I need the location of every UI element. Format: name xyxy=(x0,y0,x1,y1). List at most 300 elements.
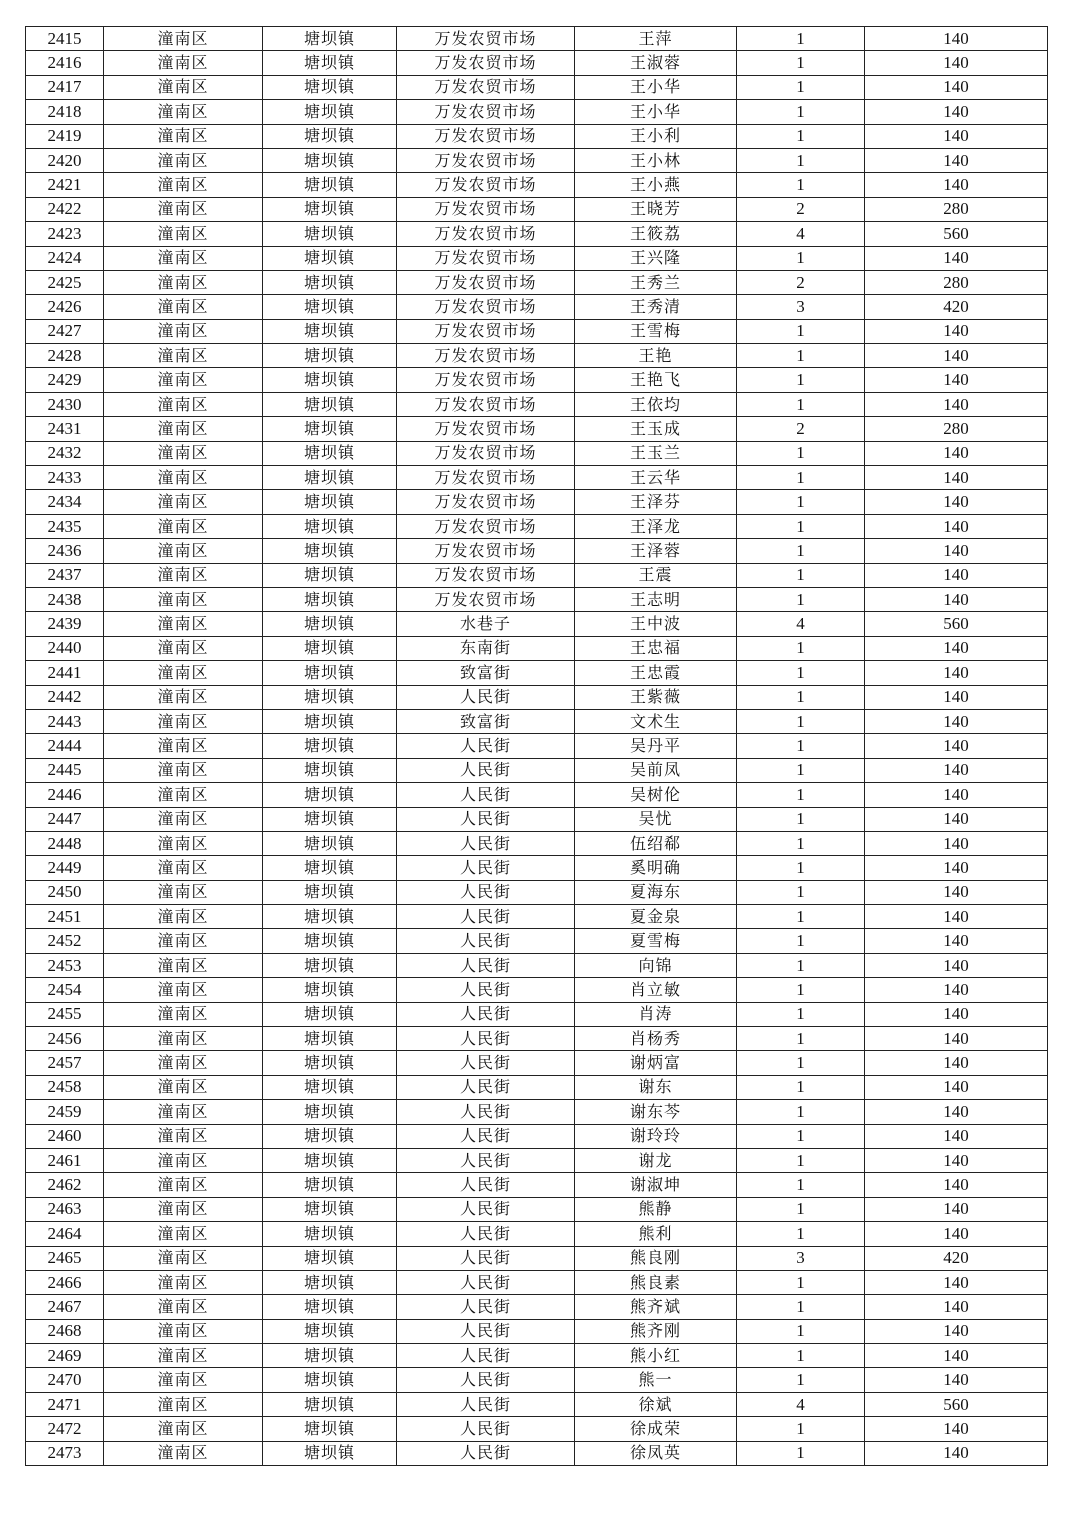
name-cell: 徐凤英 xyxy=(575,1441,737,1465)
amount-cell: 140 xyxy=(865,466,1048,490)
town-cell: 塘坝镇 xyxy=(263,392,397,416)
town-cell: 塘坝镇 xyxy=(263,270,397,294)
location-cell: 人民街 xyxy=(397,1027,575,1051)
amount-cell: 560 xyxy=(865,222,1048,246)
table-row xyxy=(26,75,1048,99)
name-cell: 奚明确 xyxy=(575,856,737,880)
district-cell: 潼南区 xyxy=(104,1392,263,1416)
town-cell: 塘坝镇 xyxy=(263,27,397,51)
row-number-cell: 2468 xyxy=(26,1319,104,1343)
count-cell: 1 xyxy=(737,636,865,660)
town-cell: 塘坝镇 xyxy=(263,563,397,587)
location-cell: 万发农贸市场 xyxy=(397,222,575,246)
name-cell: 王震 xyxy=(575,563,737,587)
table-row xyxy=(26,783,1048,807)
name-cell: 王泽龙 xyxy=(575,514,737,538)
district-cell: 潼南区 xyxy=(104,1295,263,1319)
district-cell: 潼南区 xyxy=(104,831,263,855)
amount-cell: 140 xyxy=(865,905,1048,929)
row-number-cell: 2446 xyxy=(26,783,104,807)
district-cell: 潼南区 xyxy=(104,222,263,246)
table-row xyxy=(26,1319,1048,1343)
row-number-cell: 2426 xyxy=(26,295,104,319)
location-cell: 致富街 xyxy=(397,709,575,733)
count-cell: 1 xyxy=(737,1270,865,1294)
location-cell: 人民街 xyxy=(397,1148,575,1172)
table-row xyxy=(26,758,1048,782)
district-cell: 潼南区 xyxy=(104,1270,263,1294)
district-cell: 潼南区 xyxy=(104,246,263,270)
row-number-cell: 2459 xyxy=(26,1100,104,1124)
amount-cell: 140 xyxy=(865,1344,1048,1368)
district-cell: 潼南区 xyxy=(104,75,263,99)
row-number-cell: 2422 xyxy=(26,197,104,221)
table-row xyxy=(26,953,1048,977)
town-cell: 塘坝镇 xyxy=(263,1148,397,1172)
town-cell: 塘坝镇 xyxy=(263,1100,397,1124)
location-cell: 人民街 xyxy=(397,734,575,758)
amount-cell: 140 xyxy=(865,1270,1048,1294)
location-cell: 万发农贸市场 xyxy=(397,295,575,319)
table-row xyxy=(26,1051,1048,1075)
name-cell: 吴前凤 xyxy=(575,758,737,782)
amount-cell: 140 xyxy=(865,1100,1048,1124)
location-cell: 万发农贸市场 xyxy=(397,587,575,611)
town-cell: 塘坝镇 xyxy=(263,1222,397,1246)
town-cell: 塘坝镇 xyxy=(263,197,397,221)
location-cell: 人民街 xyxy=(397,685,575,709)
row-number-cell: 2427 xyxy=(26,319,104,343)
row-number-cell: 2471 xyxy=(26,1392,104,1416)
district-cell: 潼南区 xyxy=(104,197,263,221)
town-cell: 塘坝镇 xyxy=(263,1319,397,1343)
table-body xyxy=(26,27,1048,1466)
name-cell: 徐斌 xyxy=(575,1392,737,1416)
count-cell: 1 xyxy=(737,1319,865,1343)
town-cell: 塘坝镇 xyxy=(263,1051,397,1075)
count-cell: 1 xyxy=(737,1075,865,1099)
count-cell: 4 xyxy=(737,222,865,246)
town-cell: 塘坝镇 xyxy=(263,344,397,368)
count-cell: 1 xyxy=(737,27,865,51)
count-cell: 1 xyxy=(737,807,865,831)
count-cell: 1 xyxy=(737,173,865,197)
count-cell: 1 xyxy=(737,758,865,782)
row-number-cell: 2453 xyxy=(26,953,104,977)
location-cell: 万发农贸市场 xyxy=(397,368,575,392)
town-cell: 塘坝镇 xyxy=(263,1368,397,1392)
name-cell: 谢玲玲 xyxy=(575,1124,737,1148)
amount-cell: 140 xyxy=(865,246,1048,270)
count-cell: 2 xyxy=(737,417,865,441)
location-cell: 人民街 xyxy=(397,831,575,855)
town-cell: 塘坝镇 xyxy=(263,685,397,709)
name-cell: 夏金泉 xyxy=(575,905,737,929)
district-cell: 潼南区 xyxy=(104,563,263,587)
count-cell: 1 xyxy=(737,1368,865,1392)
town-cell: 塘坝镇 xyxy=(263,51,397,75)
amount-cell: 140 xyxy=(865,173,1048,197)
amount-cell: 140 xyxy=(865,1417,1048,1441)
table-row xyxy=(26,1441,1048,1465)
name-cell: 王玉兰 xyxy=(575,441,737,465)
row-number-cell: 2415 xyxy=(26,27,104,51)
name-cell: 王紫薇 xyxy=(575,685,737,709)
name-cell: 谢东 xyxy=(575,1075,737,1099)
town-cell: 塘坝镇 xyxy=(263,612,397,636)
amount-cell: 420 xyxy=(865,295,1048,319)
name-cell: 王忠福 xyxy=(575,636,737,660)
row-number-cell: 2458 xyxy=(26,1075,104,1099)
name-cell: 王淑蓉 xyxy=(575,51,737,75)
row-number-cell: 2449 xyxy=(26,856,104,880)
count-cell: 1 xyxy=(737,1173,865,1197)
town-cell: 塘坝镇 xyxy=(263,953,397,977)
location-cell: 万发农贸市场 xyxy=(397,563,575,587)
amount-cell: 140 xyxy=(865,124,1048,148)
name-cell: 王小燕 xyxy=(575,173,737,197)
data-table xyxy=(25,26,1048,1466)
table-row xyxy=(26,929,1048,953)
town-cell: 塘坝镇 xyxy=(263,709,397,733)
town-cell: 塘坝镇 xyxy=(263,1270,397,1294)
row-number-cell: 2418 xyxy=(26,100,104,124)
location-cell: 人民街 xyxy=(397,1441,575,1465)
location-cell: 人民街 xyxy=(397,1246,575,1270)
district-cell: 潼南区 xyxy=(104,636,263,660)
table-row xyxy=(26,51,1048,75)
count-cell: 2 xyxy=(737,270,865,294)
count-cell: 1 xyxy=(737,856,865,880)
amount-cell: 420 xyxy=(865,1246,1048,1270)
row-number-cell: 2462 xyxy=(26,1173,104,1197)
row-number-cell: 2454 xyxy=(26,978,104,1002)
name-cell: 吴树伦 xyxy=(575,783,737,807)
district-cell: 潼南区 xyxy=(104,1222,263,1246)
row-number-cell: 2466 xyxy=(26,1270,104,1294)
district-cell: 潼南区 xyxy=(104,1173,263,1197)
district-cell: 潼南区 xyxy=(104,27,263,51)
district-cell: 潼南区 xyxy=(104,270,263,294)
count-cell: 1 xyxy=(737,466,865,490)
name-cell: 王小华 xyxy=(575,75,737,99)
district-cell: 潼南区 xyxy=(104,709,263,733)
table-row xyxy=(26,807,1048,831)
town-cell: 塘坝镇 xyxy=(263,880,397,904)
count-cell: 1 xyxy=(737,661,865,685)
table-row xyxy=(26,27,1048,51)
table-row xyxy=(26,1173,1048,1197)
amount-cell: 140 xyxy=(865,51,1048,75)
row-number-cell: 2473 xyxy=(26,1441,104,1465)
location-cell: 人民街 xyxy=(397,1368,575,1392)
district-cell: 潼南区 xyxy=(104,173,263,197)
row-number-cell: 2452 xyxy=(26,929,104,953)
row-number-cell: 2465 xyxy=(26,1246,104,1270)
table-row xyxy=(26,1246,1048,1270)
name-cell: 王萍 xyxy=(575,27,737,51)
count-cell: 1 xyxy=(737,978,865,1002)
town-cell: 塘坝镇 xyxy=(263,539,397,563)
count-cell: 1 xyxy=(737,563,865,587)
table-row xyxy=(26,831,1048,855)
table-row xyxy=(26,1344,1048,1368)
amount-cell: 140 xyxy=(865,1368,1048,1392)
location-cell: 人民街 xyxy=(397,1173,575,1197)
district-cell: 潼南区 xyxy=(104,807,263,831)
location-cell: 万发农贸市场 xyxy=(397,148,575,172)
amount-cell: 140 xyxy=(865,661,1048,685)
district-cell: 潼南区 xyxy=(104,978,263,1002)
name-cell: 王依均 xyxy=(575,392,737,416)
location-cell: 人民街 xyxy=(397,1417,575,1441)
count-cell: 1 xyxy=(737,929,865,953)
table-row xyxy=(26,490,1048,514)
town-cell: 塘坝镇 xyxy=(263,1441,397,1465)
name-cell: 王云华 xyxy=(575,466,737,490)
location-cell: 万发农贸市场 xyxy=(397,100,575,124)
town-cell: 塘坝镇 xyxy=(263,490,397,514)
name-cell: 徐成荣 xyxy=(575,1417,737,1441)
town-cell: 塘坝镇 xyxy=(263,1417,397,1441)
table-row xyxy=(26,222,1048,246)
location-cell: 人民街 xyxy=(397,1051,575,1075)
district-cell: 潼南区 xyxy=(104,1075,263,1099)
count-cell: 1 xyxy=(737,51,865,75)
district-cell: 潼南区 xyxy=(104,587,263,611)
location-cell: 人民街 xyxy=(397,1075,575,1099)
district-cell: 潼南区 xyxy=(104,685,263,709)
row-number-cell: 2424 xyxy=(26,246,104,270)
count-cell: 1 xyxy=(737,953,865,977)
name-cell: 熊静 xyxy=(575,1197,737,1221)
table-row xyxy=(26,563,1048,587)
town-cell: 塘坝镇 xyxy=(263,807,397,831)
table-row xyxy=(26,173,1048,197)
row-number-cell: 2450 xyxy=(26,880,104,904)
district-cell: 潼南区 xyxy=(104,953,263,977)
location-cell: 万发农贸市场 xyxy=(397,490,575,514)
table-row xyxy=(26,1027,1048,1051)
name-cell: 王筱荔 xyxy=(575,222,737,246)
town-cell: 塘坝镇 xyxy=(263,148,397,172)
location-cell: 万发农贸市场 xyxy=(397,124,575,148)
count-cell: 1 xyxy=(737,1197,865,1221)
town-cell: 塘坝镇 xyxy=(263,417,397,441)
count-cell: 1 xyxy=(737,1002,865,1026)
district-cell: 潼南区 xyxy=(104,758,263,782)
town-cell: 塘坝镇 xyxy=(263,831,397,855)
count-cell: 3 xyxy=(737,1246,865,1270)
district-cell: 潼南区 xyxy=(104,417,263,441)
town-cell: 塘坝镇 xyxy=(263,246,397,270)
row-number-cell: 2421 xyxy=(26,173,104,197)
amount-cell: 140 xyxy=(865,1148,1048,1172)
name-cell: 肖杨秀 xyxy=(575,1027,737,1051)
name-cell: 王兴隆 xyxy=(575,246,737,270)
name-cell: 吴忧 xyxy=(575,807,737,831)
row-number-cell: 2438 xyxy=(26,587,104,611)
town-cell: 塘坝镇 xyxy=(263,124,397,148)
location-cell: 万发农贸市场 xyxy=(397,246,575,270)
district-cell: 潼南区 xyxy=(104,1027,263,1051)
table-row xyxy=(26,734,1048,758)
amount-cell: 140 xyxy=(865,100,1048,124)
location-cell: 人民街 xyxy=(397,880,575,904)
row-number-cell: 2460 xyxy=(26,1124,104,1148)
table-row xyxy=(26,514,1048,538)
location-cell: 万发农贸市场 xyxy=(397,173,575,197)
amount-cell: 140 xyxy=(865,1027,1048,1051)
town-cell: 塘坝镇 xyxy=(263,1392,397,1416)
town-cell: 塘坝镇 xyxy=(263,1075,397,1099)
count-cell: 1 xyxy=(737,880,865,904)
amount-cell: 140 xyxy=(865,563,1048,587)
district-cell: 潼南区 xyxy=(104,905,263,929)
district-cell: 潼南区 xyxy=(104,124,263,148)
district-cell: 潼南区 xyxy=(104,319,263,343)
table-row xyxy=(26,1100,1048,1124)
town-cell: 塘坝镇 xyxy=(263,1246,397,1270)
district-cell: 潼南区 xyxy=(104,441,263,465)
town-cell: 塘坝镇 xyxy=(263,441,397,465)
location-cell: 东南街 xyxy=(397,636,575,660)
count-cell: 4 xyxy=(737,1392,865,1416)
count-cell: 1 xyxy=(737,1295,865,1319)
amount-cell: 140 xyxy=(865,1002,1048,1026)
town-cell: 塘坝镇 xyxy=(263,514,397,538)
table-row xyxy=(26,100,1048,124)
count-cell: 1 xyxy=(737,1051,865,1075)
name-cell: 向锦 xyxy=(575,953,737,977)
row-number-cell: 2443 xyxy=(26,709,104,733)
table-row xyxy=(26,905,1048,929)
location-cell: 人民街 xyxy=(397,1295,575,1319)
district-cell: 潼南区 xyxy=(104,539,263,563)
count-cell: 1 xyxy=(737,490,865,514)
town-cell: 塘坝镇 xyxy=(263,295,397,319)
table-row xyxy=(26,441,1048,465)
name-cell: 王秀清 xyxy=(575,295,737,319)
count-cell: 1 xyxy=(737,783,865,807)
table-row xyxy=(26,661,1048,685)
row-number-cell: 2437 xyxy=(26,563,104,587)
count-cell: 1 xyxy=(737,100,865,124)
location-cell: 万发农贸市场 xyxy=(397,417,575,441)
row-number-cell: 2435 xyxy=(26,514,104,538)
location-cell: 人民街 xyxy=(397,807,575,831)
row-number-cell: 2451 xyxy=(26,905,104,929)
location-cell: 人民街 xyxy=(397,758,575,782)
row-number-cell: 2442 xyxy=(26,685,104,709)
count-cell: 1 xyxy=(737,319,865,343)
row-number-cell: 2472 xyxy=(26,1417,104,1441)
table-row xyxy=(26,197,1048,221)
amount-cell: 280 xyxy=(865,197,1048,221)
town-cell: 塘坝镇 xyxy=(263,1027,397,1051)
town-cell: 塘坝镇 xyxy=(263,319,397,343)
district-cell: 潼南区 xyxy=(104,1100,263,1124)
amount-cell: 140 xyxy=(865,978,1048,1002)
table-row xyxy=(26,124,1048,148)
row-number-cell: 2445 xyxy=(26,758,104,782)
name-cell: 王泽蓉 xyxy=(575,539,737,563)
table-row xyxy=(26,1075,1048,1099)
count-cell: 1 xyxy=(737,75,865,99)
location-cell: 人民街 xyxy=(397,1222,575,1246)
amount-cell: 140 xyxy=(865,441,1048,465)
district-cell: 潼南区 xyxy=(104,1344,263,1368)
location-cell: 万发农贸市场 xyxy=(397,514,575,538)
count-cell: 1 xyxy=(737,441,865,465)
table-row xyxy=(26,685,1048,709)
name-cell: 王晓芳 xyxy=(575,197,737,221)
count-cell: 1 xyxy=(737,344,865,368)
name-cell: 王艳飞 xyxy=(575,368,737,392)
row-number-cell: 2417 xyxy=(26,75,104,99)
table-row xyxy=(26,368,1048,392)
document-page xyxy=(25,26,1048,1466)
row-number-cell: 2416 xyxy=(26,51,104,75)
amount-cell: 140 xyxy=(865,1441,1048,1465)
count-cell: 2 xyxy=(737,197,865,221)
count-cell: 1 xyxy=(737,148,865,172)
district-cell: 潼南区 xyxy=(104,880,263,904)
location-cell: 万发农贸市场 xyxy=(397,441,575,465)
row-number-cell: 2469 xyxy=(26,1344,104,1368)
amount-cell: 140 xyxy=(865,807,1048,831)
table-row xyxy=(26,636,1048,660)
row-number-cell: 2441 xyxy=(26,661,104,685)
name-cell: 肖立敏 xyxy=(575,978,737,1002)
row-number-cell: 2456 xyxy=(26,1027,104,1051)
table-row xyxy=(26,295,1048,319)
amount-cell: 140 xyxy=(865,514,1048,538)
district-cell: 潼南区 xyxy=(104,514,263,538)
table-row xyxy=(26,1197,1048,1221)
row-number-cell: 2430 xyxy=(26,392,104,416)
amount-cell: 140 xyxy=(865,953,1048,977)
town-cell: 塘坝镇 xyxy=(263,758,397,782)
amount-cell: 140 xyxy=(865,880,1048,904)
district-cell: 潼南区 xyxy=(104,490,263,514)
row-number-cell: 2433 xyxy=(26,466,104,490)
table-row xyxy=(26,1002,1048,1026)
row-number-cell: 2440 xyxy=(26,636,104,660)
amount-cell: 140 xyxy=(865,1124,1048,1148)
table-row xyxy=(26,612,1048,636)
row-number-cell: 2470 xyxy=(26,1368,104,1392)
row-number-cell: 2434 xyxy=(26,490,104,514)
row-number-cell: 2439 xyxy=(26,612,104,636)
location-cell: 人民街 xyxy=(397,1270,575,1294)
row-number-cell: 2467 xyxy=(26,1295,104,1319)
location-cell: 人民街 xyxy=(397,783,575,807)
district-cell: 潼南区 xyxy=(104,1441,263,1465)
name-cell: 熊利 xyxy=(575,1222,737,1246)
row-number-cell: 2423 xyxy=(26,222,104,246)
location-cell: 人民街 xyxy=(397,1002,575,1026)
district-cell: 潼南区 xyxy=(104,344,263,368)
amount-cell: 140 xyxy=(865,148,1048,172)
district-cell: 潼南区 xyxy=(104,1002,263,1026)
name-cell: 谢炳富 xyxy=(575,1051,737,1075)
row-number-cell: 2428 xyxy=(26,344,104,368)
town-cell: 塘坝镇 xyxy=(263,1197,397,1221)
amount-cell: 140 xyxy=(865,368,1048,392)
amount-cell: 140 xyxy=(865,490,1048,514)
location-cell: 人民街 xyxy=(397,953,575,977)
